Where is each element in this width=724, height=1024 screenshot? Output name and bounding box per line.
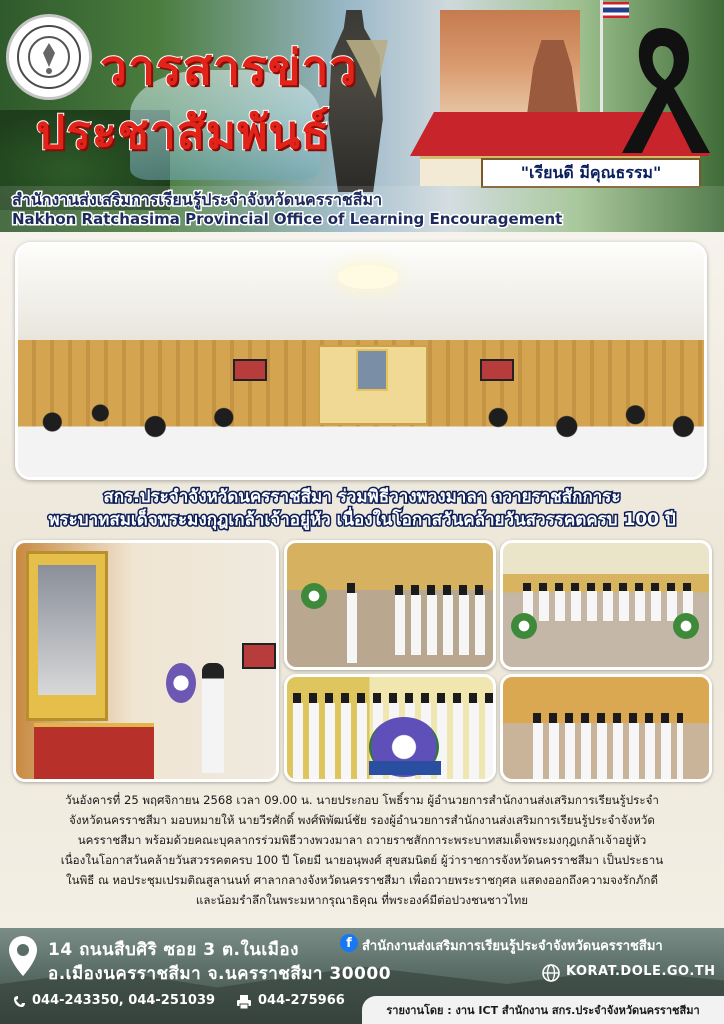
newsletter-title: วารสารข่าว — [100, 40, 358, 96]
report-credit: รายงานโดย : งาน ICT สำนักงาน สกร.ประจำจังหวัดนครราชสีมา — [362, 996, 724, 1024]
body-line: นครราชสีมา พร้อมด้วยคณะบุคลากรร่วมพิธีวางพวงมาลา ถวายราชสักการะพระบาทสมเด็จพระมงกุฎเกล้าเจ้าอยู่หัว — [77, 833, 647, 847]
body-line: ในพิธี ณ หอประชุมเปรมติณสูลานนท์ ศาลากลางจังหวัดนครราชสีมา เพื่อถวายพระราชกุศล แสดงออกถึงความจงรักภักดี — [65, 873, 658, 887]
office-name-english: Nakhon Ratchasima Provincial Office of Learning Encouragement — [12, 210, 563, 228]
altar-table — [34, 723, 154, 779]
photo-group-line — [500, 674, 712, 782]
phone-icon — [12, 994, 28, 1010]
main-ceremony-photo — [15, 242, 707, 480]
globe-icon — [542, 964, 560, 982]
wreath — [511, 613, 537, 639]
body-line: เนื่องในโอกาสวันคล้ายวันสวรรคตครบ 100 ปี โดยมี นายอนุพงศ์ สุขสมนิตย์ ผู้ว่าราชการจังหวัดนครราชสีมา เป็นประธาน — [60, 853, 664, 867]
tv-screen — [242, 643, 276, 669]
official-person — [202, 663, 224, 773]
fax-number: 044-275966 — [258, 993, 345, 1008]
wreath — [301, 583, 327, 609]
facebook-icon: f — [340, 934, 358, 952]
heads-row — [293, 693, 493, 703]
office-name-thai: สำนักงานส่งเสริมการเรียนรู้ประจำจังหวัดนครราชสีมา — [12, 190, 383, 209]
wreath — [673, 613, 699, 639]
photo-bowing — [284, 540, 496, 670]
body-line: จังหวัดนครราชสีมา มอบหมายให้ นายวีรศักดิ์ พงศ์พิพัฒน์ชัย รองผู้อำนวยการสำนักงานส่งเสริมการเรียนรู้ประจำจังหวัด — [69, 813, 655, 827]
photo-wreath-laying — [13, 540, 279, 782]
crowd-row — [523, 591, 693, 621]
official-head — [347, 583, 363, 593]
staff-row — [533, 723, 683, 779]
audience-crowd — [18, 395, 704, 480]
facebook-page-link[interactable]: สำนักงานส่งเสริมการเรียนรู้ประจำจังหวัดนครราชสีมา — [362, 939, 663, 954]
hall-ceiling — [18, 245, 704, 340]
photo-group-wreath — [284, 674, 496, 782]
website-link[interactable]: KORAT.DOLE.GO.TH — [566, 964, 716, 979]
address-line-1: 14 ถนนสืบศิริ ซอย 3 ต.ในเมือง — [48, 940, 299, 960]
thai-flag-icon — [603, 2, 629, 18]
black-ribbon-icon — [612, 18, 712, 158]
office-emblem-icon — [6, 14, 92, 100]
newsletter-subtitle: ประชาสัมพันธ์ — [36, 105, 330, 159]
wreath-banner — [369, 761, 441, 775]
headline-line-2: พระบาทสมเด็จพระมงกุฎเกล้าเจ้าอยู่หัว เนื่องในโอกาสวันคล้ายวันสวรรคตครบ 100 ปี — [48, 510, 676, 530]
phone-numbers: 044-243350, 044-251039 — [32, 993, 216, 1008]
chandelier — [338, 265, 398, 289]
motto-label: "เรียนดี มีคุณธรรม" — [481, 158, 701, 188]
news-body — [26, 790, 698, 910]
staff-row — [395, 595, 491, 655]
body-line: และน้อมรำลึกในพระมหากรุณาธิคุณ ที่พระองค์มีต่อปวงชนชาวไทย — [195, 893, 529, 907]
royal-portrait — [356, 349, 388, 391]
fax-icon — [236, 994, 252, 1010]
headline-line-1: สกร.ประจำจังหวัดนครราชสีมา ร่วมพิธีวางพวงมาลา ถวายราชสักการะ — [103, 487, 621, 507]
heads-row — [533, 713, 683, 723]
header-banner — [0, 0, 724, 232]
screen-right — [480, 359, 514, 381]
address-line-2: อ.เมืองนครราชสีมา จ.นครราชสีมา 30000 — [48, 964, 392, 984]
body-line: วันอังคารที่ 25 พฤศจิกายน 2568 เวลา 09.00 น. นายประกอบ โพธิ์ราม ผู้อำนวยการสำนักงานส่งเสริมการเรียนรู้ประจำ — [65, 793, 659, 807]
photo-hall-gathering — [500, 540, 712, 670]
royal-portrait — [38, 565, 96, 695]
wreath — [166, 663, 196, 703]
heads-row — [395, 585, 491, 595]
official-body — [347, 593, 363, 663]
location-pin-icon — [6, 934, 40, 978]
screen-left — [233, 359, 267, 381]
